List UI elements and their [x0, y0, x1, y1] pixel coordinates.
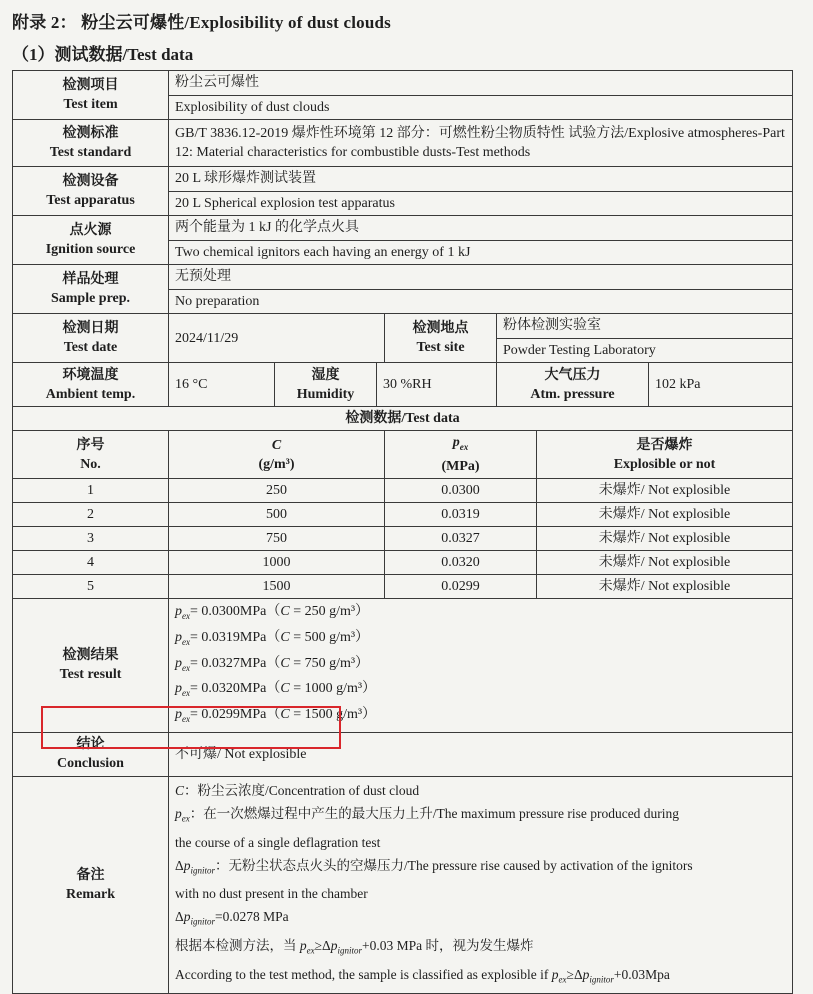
atm-pressure-value: 102 kPa: [649, 363, 793, 407]
table-row: [13, 527, 793, 551]
table-row: [13, 503, 793, 527]
row-no: 3: [13, 527, 169, 551]
row-pex: 0.0300: [385, 479, 537, 503]
row-concentration: 1500: [169, 575, 385, 599]
row-test-standard: [13, 120, 793, 167]
row-result: 未爆炸/ Not explosible: [537, 503, 793, 527]
humidity-label: 湿度 Humidity: [275, 363, 377, 407]
section-title: （1）测试数据/Test data: [12, 45, 194, 64]
test-result-label: 检测结果 Test result: [13, 599, 169, 733]
remark-value: [169, 776, 793, 993]
remark-line: $p_{ex}$：在一次燃爆过程中产生的最大压力上升/The maximum pressure rise produced during: [175, 805, 680, 824]
row-result: 未爆炸/ Not explosible: [537, 551, 793, 575]
row-remark: [13, 776, 793, 993]
result-line: $p_{ex}= 0.0319MPa(C = 500$ g/m³）: [175, 629, 370, 647]
row-result: 未爆炸/ Not explosible: [537, 479, 793, 503]
row-pex: 0.0299: [385, 575, 537, 599]
ignition-source-value: 两个能量为 1 kJ 的化学点火具 Two chemical ignitors each having an energy of 1 kJ: [169, 216, 793, 265]
conclusion-value: 不可爆/ Not explosible: [169, 732, 793, 776]
remark-line: C：粉尘云浓度/Concentration of dust cloud: [175, 782, 420, 798]
row-no: 2: [13, 503, 169, 527]
test-standard-value: GB/T 3836.12-2019 爆炸性环境第 12 部分：可燃性粉尘物质特性 试验方法/Explosive atmospheres-Part 12: Material characteristics for combustible dusts-Test methods: [169, 120, 793, 167]
ambient-temp-label: 环境温度 Ambient temp.: [13, 363, 169, 407]
remark-label: 备注 Remark: [13, 776, 169, 993]
ignition-source-label: 点火源 Ignition source: [13, 216, 169, 265]
col-header-no: 序号 No.: [13, 431, 169, 479]
result-line: $p_{ex}= 0.0320MPa(C = 1000$ g/m³）: [175, 681, 377, 699]
test-date-label: 检测日期 Test date: [13, 314, 169, 363]
row-result: 未爆炸/ Not explosible: [537, 575, 793, 599]
row-pex: 0.0319: [385, 503, 537, 527]
remark-line: According to the test method, the sample is classified as explosible if $p_{ex}\ge\Delta p_{ignitor}+0.03Mpa$: [175, 966, 670, 985]
row-test-apparatus: [13, 167, 793, 216]
row-environment: [13, 363, 793, 407]
row-concentration: 1000: [169, 551, 385, 575]
row-test-data-title: [13, 407, 793, 431]
ambient-temp-value: 16 °C: [169, 363, 275, 407]
test-standard-label: 检测标准 Test standard: [13, 120, 169, 167]
appendix-title: 附录 2： 粉尘云可爆性/Explosibility of dust clouds: [12, 13, 391, 32]
row-ignition-source: [13, 216, 793, 265]
row-concentration: 250: [169, 479, 385, 503]
row-result: 未爆炸/ Not explosible: [537, 527, 793, 551]
test-site-label: 检测地点 Test site: [385, 314, 497, 363]
conclusion-label: 结论 Conclusion: [13, 732, 169, 776]
table-row: [13, 575, 793, 599]
test-apparatus-label: 检测设备 Test apparatus: [13, 167, 169, 216]
row-test-item: [13, 71, 793, 120]
col-header-pex: $p_{ex}$ (MPa): [385, 431, 537, 479]
test-item-label: 检测项目 Test item: [13, 71, 169, 120]
row-sample-prep: [13, 265, 793, 314]
test-site-value: 粉体检测实验室 Powder Testing Laboratory: [497, 314, 793, 363]
sample-prep-value: 无预处理 No preparation: [169, 265, 793, 314]
row-concentration: 500: [169, 503, 385, 527]
table-row: [13, 479, 793, 503]
result-line: $p_{ex}= 0.0300MPa(C = 250$ g/m³）: [175, 604, 370, 621]
test-data-header-row: [13, 431, 793, 479]
humidity-value: 30 %RH: [377, 363, 497, 407]
row-date-site: [13, 314, 793, 363]
row-no: 5: [13, 575, 169, 599]
result-line: $p_{ex}= 0.0327MPa(C = 750$ g/m³）: [175, 655, 370, 673]
conclusion-highlight-box: [41, 706, 341, 749]
test-report-table: [12, 70, 793, 994]
remark-line: the course of a single deflagration test: [175, 834, 381, 850]
result-line: $p_{ex}= 0.0299MPa(C = 1500$ g/m³）: [175, 707, 377, 724]
col-header-concentration: C (g/m³): [169, 431, 385, 479]
row-pex: 0.0327: [385, 527, 537, 551]
test-apparatus-value: 20 L 球形爆炸测试装置 20 L Spherical explosion test apparatus: [169, 167, 793, 216]
remark-line: $\Delta p_{ignitor}=0.0278$ MPa: [175, 909, 289, 928]
test-date-value: 2024/11/29: [169, 314, 385, 363]
row-concentration: 750: [169, 527, 385, 551]
remark-line: $\Delta p_{ignitor}$：无粉尘状态点火头的空爆压力/The pressure rise caused by activation of the ignitors: [175, 857, 693, 876]
sample-prep-label: 样品处理 Sample prep.: [13, 265, 169, 314]
col-header-explosible: 是否爆炸 Explosible or not: [537, 431, 793, 479]
test-item-value: 粉尘云可爆性 Explosibility of dust clouds: [169, 71, 793, 120]
test-data-title: 检测数据/Test data: [13, 407, 793, 431]
remark-line: 根据本检测方法，当 $p_{ex}\ge\Delta p_{ignitor}+0.03$ MPa 时，视为发生爆炸: [175, 938, 534, 956]
atm-pressure-label: 大气压力 Atm. pressure: [497, 363, 649, 407]
table-row: [13, 551, 793, 575]
row-no: 4: [13, 551, 169, 575]
row-pex: 0.0320: [385, 551, 537, 575]
remark-line: with no dust present in the chamber: [175, 886, 368, 902]
row-no: 1: [13, 479, 169, 503]
